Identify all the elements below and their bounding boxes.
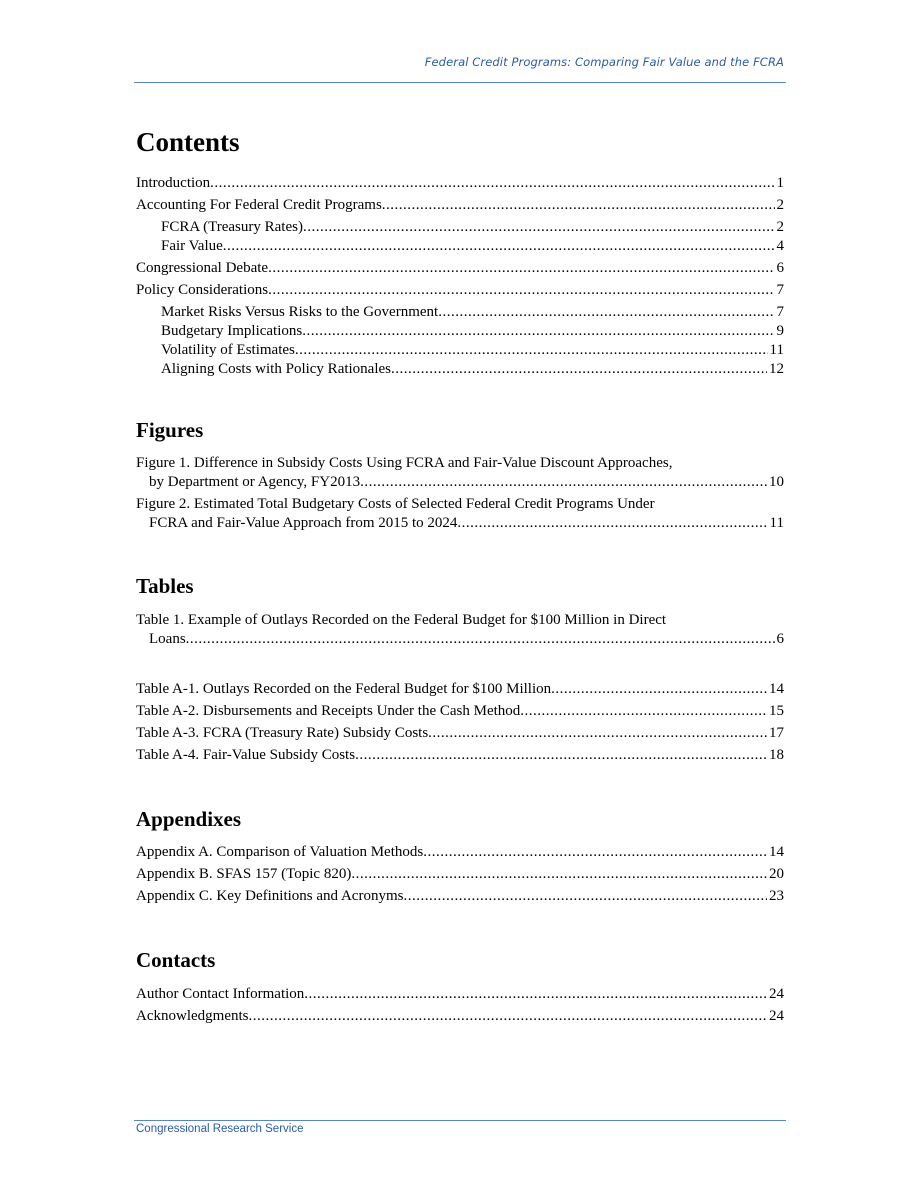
toc-entry-policy-considerations[interactable]: Policy Considerations ..... 7 xyxy=(136,281,784,300)
toc-entry-aligning-costs[interactable]: Aligning Costs with Policy Rationales ..... 12 xyxy=(136,360,784,379)
figures-heading: Figures xyxy=(136,418,204,442)
toc-entry-table-a2[interactable]: Table A-2. Disbursements and Receipts Under the Cash Method ..... 15 xyxy=(136,702,784,721)
tables-heading: Tables xyxy=(136,574,194,598)
toc-entry-author-contact[interactable]: Author Contact Information ..... 24 xyxy=(136,985,784,1004)
contents-title: Contents xyxy=(136,127,240,157)
toc-entry-table-a4[interactable]: Table A-4. Fair-Value Subsidy Costs ..... 18 xyxy=(136,746,784,765)
toc-entry-budgetary-implications[interactable]: Budgetary Implications ..... 9 xyxy=(136,322,784,341)
toc-entry-figure-1[interactable]: Figure 1. Difference in Subsidy Costs Using FCRA and Fair-Value Discount Approaches, by Department or Agency, FY2013 ..... 10 xyxy=(136,454,784,492)
contacts-heading: Contacts xyxy=(136,948,216,972)
toc-entry-fcra[interactable]: FCRA (Treasury Rates) ..... 2 xyxy=(136,218,784,237)
toc-entry-appendix-b[interactable]: Appendix B. SFAS 157 (Topic 820) ..... 20 xyxy=(136,865,784,884)
header-rule xyxy=(134,82,786,83)
footer-rule xyxy=(134,1120,786,1121)
toc-entry-acknowledgments[interactable]: Acknowledgments ..... 24 xyxy=(136,1007,784,1026)
toc-entry-table-1[interactable]: Table 1. Example of Outlays Recorded on the Federal Budget for $100 Million in Direct Loans ..... 6 xyxy=(136,611,784,649)
toc-entry-appendix-c[interactable]: Appendix C. Key Definitions and Acronyms ..... 23 xyxy=(136,887,784,906)
toc-entry-figure-2[interactable]: Figure 2. Estimated Total Budgetary Costs of Selected Federal Credit Programs Under FCRA and Fair-Value Approach from 2015 to 2024 ..... 11 xyxy=(136,495,784,533)
table-of-contents xyxy=(136,126,784,1026)
figures-list xyxy=(136,454,784,533)
toc-entry-accounting[interactable]: Accounting For Federal Credit Programs ..... 2 xyxy=(136,196,784,215)
tables-list xyxy=(136,611,784,649)
toc-entry-introduction[interactable]: Introduction ..... 1 xyxy=(136,174,784,193)
running-header: Federal Credit Programs: Comparing Fair Value and the FCRA xyxy=(424,55,784,69)
appendixes-heading: Appendixes xyxy=(136,807,242,831)
appendix-tables-list xyxy=(136,680,784,765)
toc-entry-table-a1[interactable]: Table A-1. Outlays Recorded on the Federal Budget for $100 Million ..... 14 xyxy=(136,680,784,699)
toc-entry-volatility[interactable]: Volatility of Estimates ..... 11 xyxy=(136,341,784,360)
contacts-list xyxy=(136,985,784,1026)
toc-entry-table-a3[interactable]: Table A-3. FCRA (Treasury Rate) Subsidy Costs ..... 17 xyxy=(136,724,784,743)
toc-entry-fair-value[interactable]: Fair Value ..... 4 xyxy=(136,237,784,256)
contents-list xyxy=(136,174,784,379)
toc-entry-market-risks[interactable]: Market Risks Versus Risks to the Government ..... 7 xyxy=(136,303,784,322)
footer-org: Congressional Research Service xyxy=(136,1123,304,1135)
toc-entry-congressional-debate[interactable]: Congressional Debate ..... 6 xyxy=(136,259,784,278)
toc-entry-appendix-a[interactable]: Appendix A. Comparison of Valuation Methods ..... 14 xyxy=(136,843,784,862)
appendixes-list xyxy=(136,843,784,906)
